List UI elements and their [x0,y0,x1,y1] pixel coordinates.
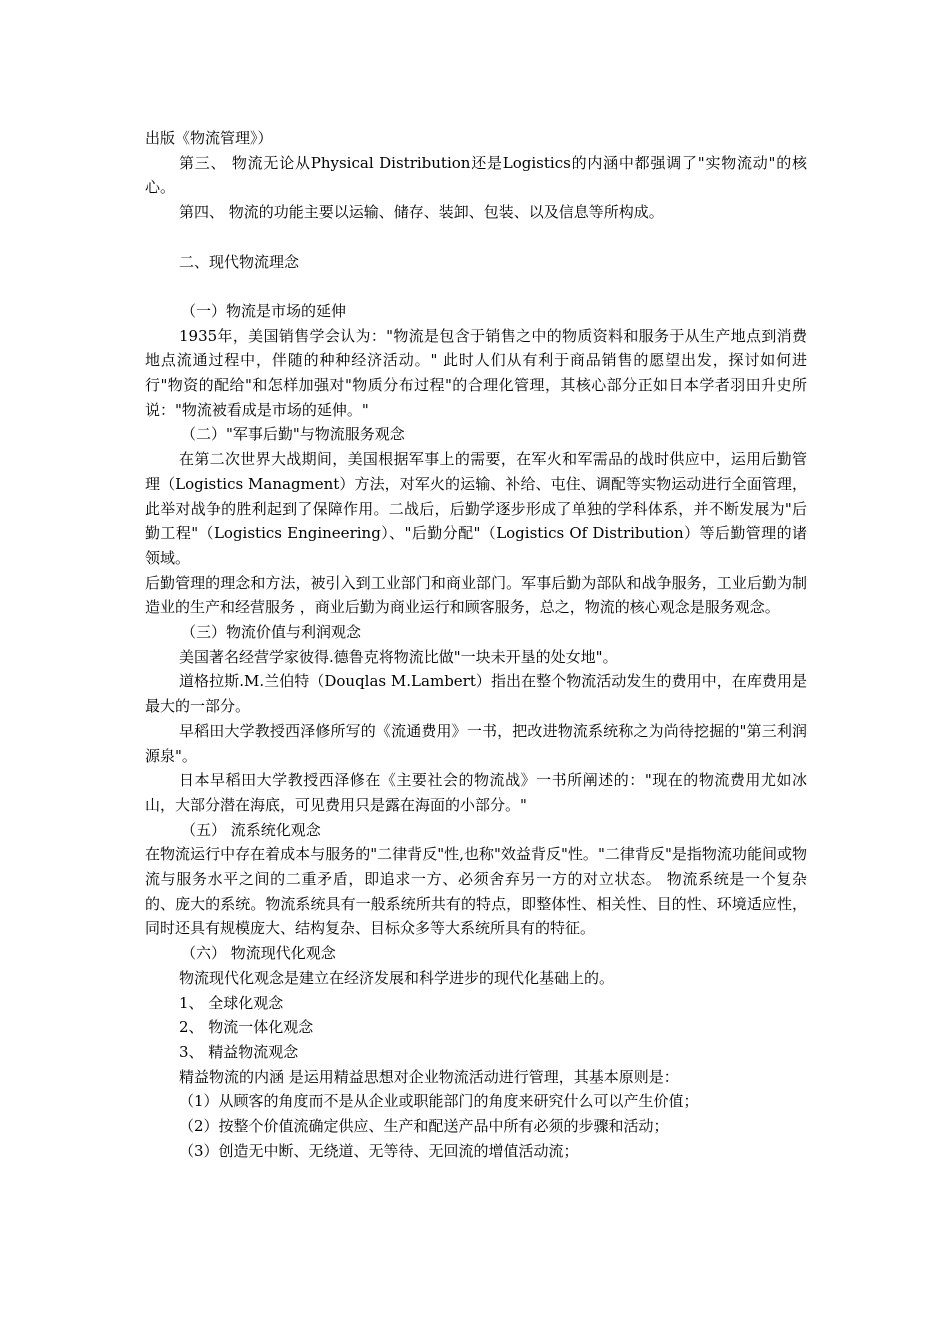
body-paragraph: 精益物流的内涵 是运用精益思想对企业物流活动进行管理，其基本原则是： [179,1067,679,1086]
list-item: （2）按整个价值流确定供应、生产和配送产品中所有必须的步骤和活动； [179,1117,669,1136]
list-item: 1、 全球化观念 [179,993,284,1012]
subsection-heading: （二）"军事后勤"与物流服务观念 [181,425,405,444]
body-paragraph: 早稻田大学教授西泽修所写的《流通费用》一书，把改进物流系统称之为尚待挖掘的"第三利润源泉"。 [145,721,807,765]
body-paragraph: 物流现代化观念是建立在经济发展和科学进步的现代化基础上的。 [179,968,615,987]
list-item: 3、 精益物流观念 [179,1042,299,1061]
body-paragraph: 道格拉斯.M.兰伯特（Douqlas M.Lambert）指出在整个物流活动发生的费用中，在库费用是最大的一部分。 [145,672,807,716]
document-page [145,126,807,1164]
body-paragraph: 第四、 物流的功能主要以运输、储存、装卸、包装、以及信息等所构成。 [179,203,664,222]
subsection-heading: （五） 流系统化观念 [181,820,321,839]
body-paragraph: 美国著名经营学家彼得.德鲁克将物流比做"一块未开垦的处女地"。 [179,647,618,666]
body-paragraph: 1935年，美国销售学会认为："物流是包含于销售之中的物质资料和服务于从生产地点到消费地点流通过程中，伴随的种种经济活动。" 此时人们从有利于商品销售的愿望出发，探讨如何进行"物资的配给"和怎样加强对"物质分布过程"的合理化管理，其核心部分正如日本学者羽田升史所说："物流被看成是市场的延伸。" [145,326,807,419]
subsection-heading: （三）物流价值与利润观念 [181,623,362,642]
section-heading: 二、现代物流理念 [179,252,300,271]
body-paragraph: 在物流运行中存在着成本与服务的"二律背反"性,也称"效益背反"性。"二律背反"是指物流功能间或物流与服务水平之间的二重矛盾，即追求一方、必须舍弃另一方的对立状态。 物流系统是一个复杂的、庞大的系统。物流系统具有一般系统所共有的特点，即整体性、相关性、目的性、环境适应性，同时还具有规模庞大、结构复杂、目标众多等大系统所具有的特征。 [145,845,807,938]
body-paragraph: 在第二次世界大战期间，美国根据军事上的需要，在军火和军需品的战时供应中，运用后勤管理（Logistics Managment）方法，对军火的运输、补给、屯住、调配等实物运动进行全面管理，此举对战争的胜利起到了保障作用。二战后，后勤学逐步形成了单独的学科体系，并不断发展为"后勤工程"（Logistics Engineering）、"后勤分配"（Logistics Of Distribution）等后勤管理的诸领域。 [145,450,807,567]
spacer [145,225,807,250]
body-paragraph: 后勤管理的理念和方法，被引入到工业部门和商业部门。军事后勤为部队和战争服务，工业后勤为制造业的生产和经营服务 ，商业后勤为商业运行和顾客服务，总之，物流的核心观念是服务观念。 [145,573,807,617]
list-item: 2、 物流一体化观念 [179,1018,314,1037]
body-paragraph: 第三、 物流无论从Physical Distribution还是Logistics的内涵中都强调了"实物流动"的核心。 [145,153,807,197]
list-item: （3）创造无中断、无绕道、无等待、无回流的增值活动流； [179,1141,579,1160]
subsection-heading: （六） 物流现代化观念 [181,944,336,963]
list-item: （1）从顾客的角度而不是从企业或职能部门的角度来研究什么可以产生价值； [179,1092,699,1111]
spacer [145,274,807,299]
body-text: 出版《物流管理》） [145,129,273,147]
body-paragraph: 日本早稻田大学教授西泽修在《主要社会的物流战》一书所阐述的："现在的物流费用尤如冰山，大部分潜在海底，可见费用只是露在海面的小部分。" [145,771,807,814]
subsection-heading: （一）物流是市场的延伸 [181,301,347,320]
